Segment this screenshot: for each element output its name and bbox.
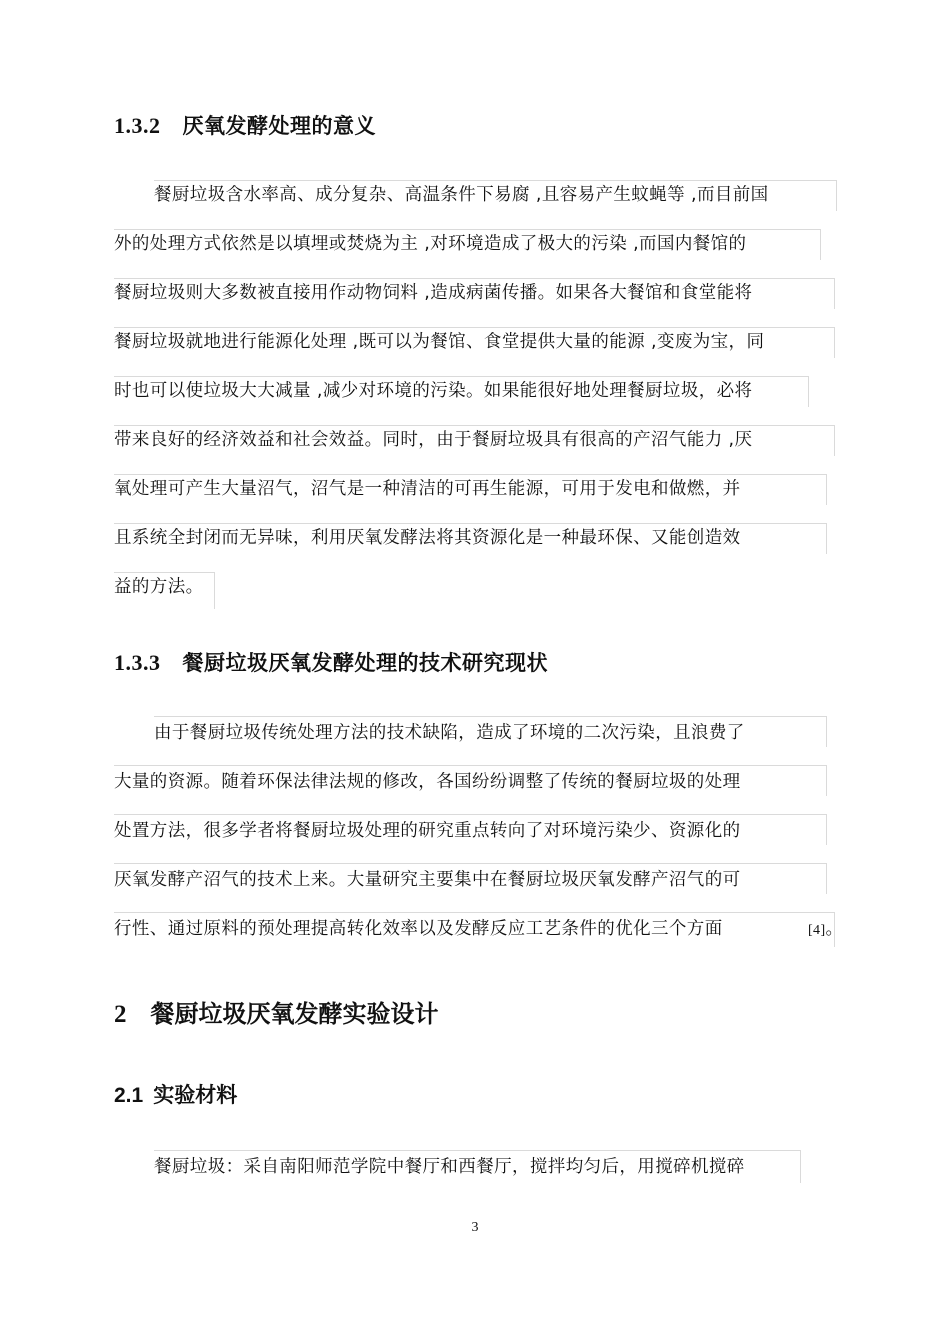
paragraph-line: 餐厨垃圾：采自南阳师范学院中餐厅和西餐厅，搅拌均匀后，用搅碎机搅碎 — [154, 1157, 745, 1177]
chapter-number: 2 — [114, 1001, 127, 1028]
paragraph-line: 餐厨垃圾则大多数被直接用作动物饲料 ,造成病菌传播。如果各大餐馆和食堂能将 — [114, 283, 753, 303]
chapter-heading-2 — [114, 994, 439, 1029]
paragraph-line: 大量的资源。随着环保法律法规的修改，各国纷纷调整了传统的餐厨垃圾的处理 — [114, 772, 741, 792]
paragraph-line: 处置方法，很多学者将餐厨垃圾处理的研究重点转向了对环境污染少、资源化的 — [114, 821, 741, 841]
section-title: 餐厨垃圾厌氧发酵处理的技术研究现状 — [182, 651, 548, 675]
paragraph-line: 益的方法。 — [114, 577, 204, 597]
page-number: 3 — [471, 1220, 479, 1235]
section-heading-1-3-3 — [114, 647, 548, 677]
section-number: 1.3.2 — [114, 113, 161, 138]
citation-line — [808, 918, 843, 942]
paragraph-line: 由于餐厨垃圾传统处理方法的技术缺陷，造成了环境的二次污染，且浪费了 — [154, 723, 745, 743]
citation-ref: [4] — [808, 923, 826, 938]
section-title: 厌氧发酵处理的意义 — [182, 114, 376, 138]
paragraph-line: 餐厨垃圾含水率高、成分复杂、高温条件下易腐 ,且容易产生蚊蝇等 ,而目前国 — [154, 185, 769, 205]
paragraph-line: 外的处理方式依然是以填埋或焚烧为主 ,对环境造成了极大的污染 ,而国内餐馆的 — [114, 234, 747, 254]
sentence-end: 。 — [825, 919, 844, 939]
paragraph-line: 氧处理可产生大量沼气，沼气是一种清洁的可再生能源，可用于发电和做燃，并 — [114, 479, 741, 499]
paragraph-line: 餐厨垃圾就地进行能源化处理 ,既可以为餐馆、食堂提供大量的能源 ,变废为宝，同 — [114, 332, 765, 352]
paragraph-line: 带来良好的经济效益和社会效益。同时，由于餐厨垃圾具有很高的产沼气能力 ,厌 — [114, 430, 753, 450]
paragraph-line: 且系统全封闭而无异味，利用厌氧发酵法将其资源化是一种最环保、又能创造效 — [114, 528, 741, 548]
section-heading-2-1 — [114, 1079, 237, 1109]
paragraph-line: 时也可以使垃圾大大减量 ,减少对环境的污染。如果能很好地处理餐厨垃圾，必将 — [114, 381, 753, 401]
chapter-title: 餐厨垃圾厌氧发酵实验设计 — [150, 1000, 439, 1028]
section-number: 1.3.3 — [114, 650, 161, 675]
section-number: 2.1 — [114, 1084, 144, 1107]
section-heading-1-3-2 — [114, 110, 376, 140]
paragraph-line: 厌氧发酵产沼气的技术上来。大量研究主要集中在餐厨垃圾厌氧发酵产沼气的可 — [114, 870, 741, 890]
section-title: 实验材料 — [153, 1083, 238, 1107]
paragraph-line: 行性、通过原料的预处理提高转化效率以及发酵反应工艺条件的优化三个方面 — [114, 919, 723, 939]
